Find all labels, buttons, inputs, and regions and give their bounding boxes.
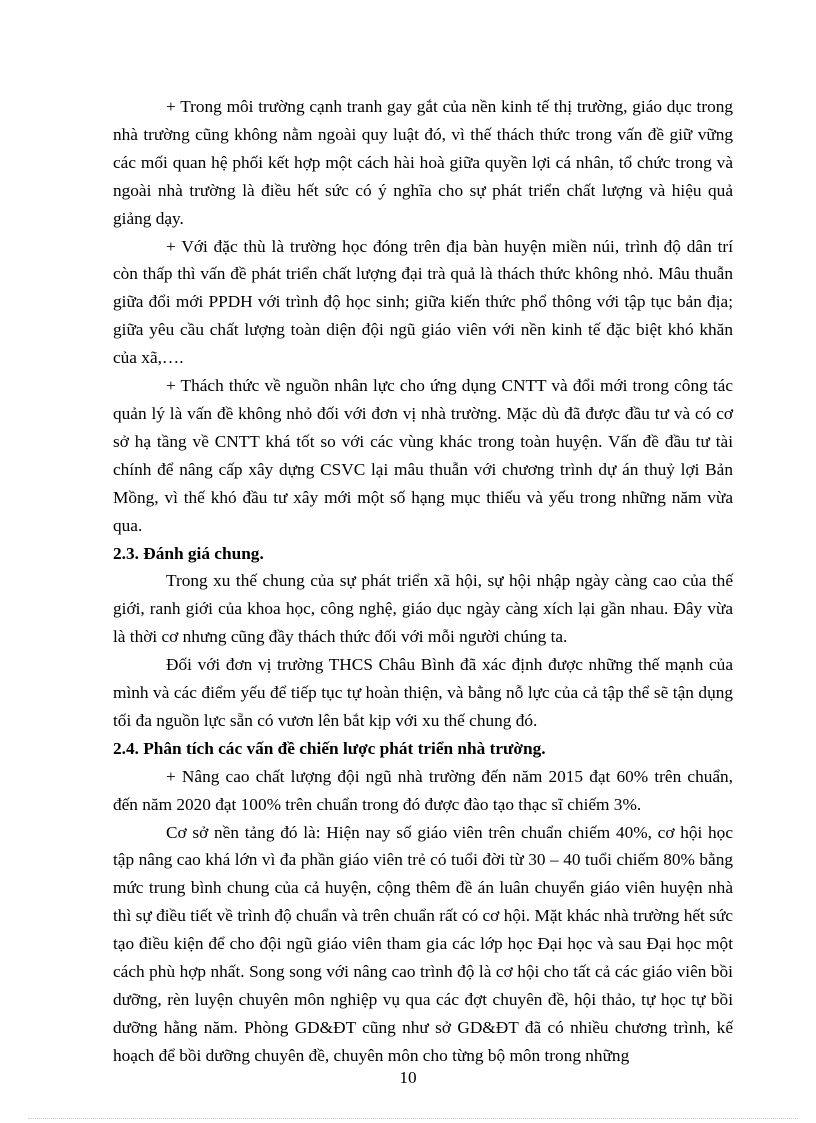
heading-general-assessment: 2.3. Đánh giá chung. [113,543,264,563]
page-number: 10 [399,1068,417,1087]
paragraph-foundation-basis: Cơ sở nền tảng đó là: Hiện nay số giáo viên trên chuẩn chiếm 40%, cơ hội học tập nâng cao khá lớn vì đa phần giáo viên trẻ có tuổi đời từ 30 – 40 tuổi chiếm 80% bằng mức trung bình chung của cả huyện, cộng thêm đề án luân chuyển giáo viên huyện nhà thì sự điều tiết về trình độ chuẩn và trên chuẩn rất có cơ hội. Mặt khác nhà trường hết sức tạo điều kiện để cho đội ngũ giáo viên tham gia các lớp học Đại học và sau Đại học một cách phù hợp nhất. Song song với nâng cao trình độ là cơ hội cho tất cả các giáo viên bồi dưỡng, rèn luyện chuyên môn nghiệp vụ qua các đợt chuyên đề, hội thảo, tự học tự bồi dưỡng hằng năm. Phòng GD&ĐT cũng như sở GD&ĐT đã có nhiều chương trình, kế hoạch để bồi dưỡng chuyên đề, chuyên môn cho từng bộ môn trong những [113,822,733,1065]
heading-strategic-analysis: 2.4. Phân tích các vấn đề chiến lược phát triển nhà trường. [113,738,546,758]
paragraph-staff-quality-goal: + Nâng cao chất lượng đội ngũ nhà trường đến năm 2015 đạt 60% trên chuẩn, đến năm 2020 đạt 100% trên chuẩn trong đó được đào tạo thạc sĩ chiếm 3%. [113,766,733,814]
paragraph-school-strengths: Đối với đơn vị trường THCS Châu Bình đã xác định được những thế mạnh của mình và các điểm yếu để tiếp tục tự hoàn thiện, và bằng nỗ lực của cả tập thể sẽ tận dụng tối đa nguồn lực sẵn có vươn lên bắt kịp với xu thế chung đó. [113,655,733,730]
page-bottom-divider [28,1118,798,1119]
paragraph-it-resource-challenge: + Thách thức về nguồn nhân lực cho ứng dụng CNTT và đổi mới trong công tác quản lý là vấn đề không nhỏ đối với đơn vị nhà trường. Mặc dù đã được đầu tư và có cơ sở hạ tầng về CNTT khá tốt so với các vùng khác trong toàn huyện. Vấn đề đầu tư tài chính để nâng cấp xây dựng CSVC lại mâu thuẫn với chương trình dự án thuỷ lợi Bản Mồng, vì thế khó đầu tư xây mới một số hạng mục thiếu và yếu trong những năm vừa qua. [113,376,733,535]
paragraph-social-trend: Trong xu thế chung của sự phát triển xã hội, sự hội nhập ngày càng cao của thế giới, ranh giới của khoa học, công nghệ, giáo dục ngày càng xích lại gần nhau. Đây vừa là thời cơ nhưng cũng đầy thách thức đối với mỗi người chúng ta. [113,571,733,647]
document-body [113,93,733,1070]
paragraph-mountain-district-challenge: + Với đặc thù là trường học đóng trên địa bàn huyện miền núi, trình độ dân trí còn thấp thì vấn đề phát triển chất lượng đại trà quả là thách thức không nhỏ. Mâu thuẫn giữa đổi mới PPDH với trình độ học sinh; giữa kiến thức phổ thông với tập tục bản địa; giữa yêu cầu chất lượng toàn diện đội ngũ giáo viên với nền kinh tế đặc biệt khó khăn của xã,…. [113,236,733,368]
paragraph-competition-challenge: + Trong môi trường cạnh tranh gay gắt của nền kinh tế thị trường, giáo dục trong nhà trường cũng không nằm ngoài quy luật đó, vì thế thách thức trong vấn đề giữ vững các mối quan hệ phối kết hợp một cách hài hoà giữa quyền lợi cá nhân, tổ chức trong và ngoài nhà trường là điều hết sức có ý nghĩa cho sự phát triển chất lượng và hiệu quả giảng dạy. [113,97,733,228]
